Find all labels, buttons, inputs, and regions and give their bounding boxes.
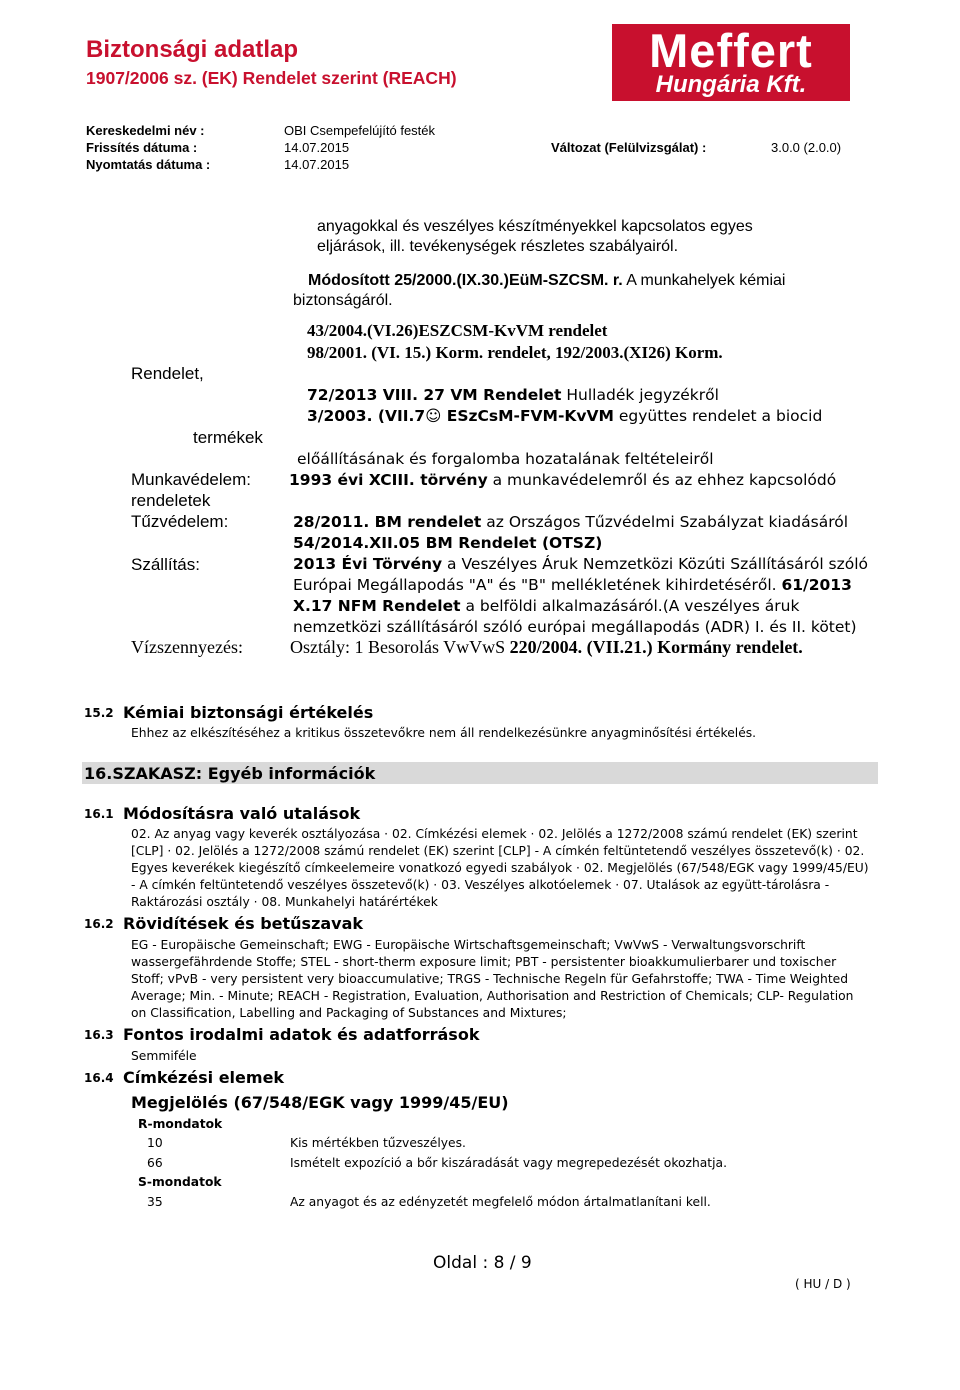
section-15-2-title: Kémiai biztonsági értékelés bbox=[123, 703, 374, 722]
reg-line-17: Osztály: 1 Besorolás VwVwS 220/2004. (VII.21.) Kormány rendelet. bbox=[290, 637, 803, 657]
page-number: Oldal : 8 / 9 bbox=[433, 1253, 532, 1273]
version-value: 3.0.0 (2.0.0) bbox=[771, 140, 842, 155]
section-16-1-title: Módosításra való utalások bbox=[123, 804, 361, 823]
reg-line-7: 72/2013 VIII. 27 VM Rendelet Hulladék jegyzékről bbox=[307, 386, 719, 404]
section-15-2-text: Ehhez az elkészítéséhez a kritikus összetevőkre nem áll rendelkezésünkre anyagminősítési értékelés. bbox=[131, 726, 757, 740]
trade-name-label: Kereskedelmi név : bbox=[86, 123, 205, 138]
r-phrase-text: Ismételt expozíció a bőr kiszáradását vagy megrepedezését okozhatja. bbox=[290, 1156, 727, 1170]
reg-line-5: 43/2004.(VI.26)ESZCSM-KvVM rendelet bbox=[307, 321, 608, 340]
reg-line-9: előállításának és forgalomba hozatalának feltételeiről bbox=[297, 450, 714, 468]
document-title: Biztonsági adatlap bbox=[86, 36, 299, 63]
label-termekek: termékek bbox=[193, 428, 263, 447]
reg-line-14: Európai Megállapodás "A" és "B" mellékletének kihirdetéséről. 61/2013 bbox=[293, 576, 852, 594]
reg-line-2: eljárások, ill. tevékenységek részletes szabályairól. bbox=[317, 238, 679, 255]
label-munkavedelem: Munkavédelem: bbox=[131, 470, 252, 489]
reg-line-6: 98/2001. (VI. 15.) Korm. rendelet, 192/2003.(XI26) Korm. bbox=[307, 343, 723, 362]
reg-line-8: 3/2003. (VII.7☺ ESzCsM-FVM-KvVM együttes rendelet a biocid bbox=[307, 407, 823, 425]
print-date-label: Nyomtatás dátuma : bbox=[86, 157, 211, 172]
section-16-2-text: EG - Europäische Gemeinschaft; EWG - Europäische Wirtschaftsgemeinschaft; VwVwS - Verwaltungsvorschrift wassergefährdende Stoffe; STEL - short-therm exposure limit; PBT - persistenter bioakkumulierbarer und toxischer Stoff; vPvB - very persistent very bioaccumulative; TRGS - Technische Regeln für Gefahrstoffe; TWA - Time Weighted Average; Min. - Minute; REACH - Registration, Evaluation, Authorisation and Restriction of Chemicals; CLP- Regulation on Classification, Labelling and Packaging of Substances and Mixtures; bbox=[131, 938, 854, 1020]
trade-name-value: OBI Csempefelújító festék bbox=[284, 123, 436, 138]
section-16-4-number: 16.4 bbox=[84, 1071, 114, 1085]
version-label: Változat (Felülvizsgálat) : bbox=[551, 140, 707, 155]
reg-line-15: X.17 NFM Rendelet a belföldi alkalmazásáról.(A veszélyes áruk bbox=[293, 597, 800, 615]
section-16-3-title: Fontos irodalmi adatok és adatforrások bbox=[123, 1025, 480, 1044]
section-16-4-title: Címkézési elemek bbox=[123, 1068, 285, 1087]
r-phrase-code: 10 bbox=[147, 1136, 163, 1150]
reg-line-16: nemzetközi szállításáról szóló európai megállapodás (ADR) I. és II. kötet) bbox=[293, 618, 857, 636]
s-phrases-label: S-mondatok bbox=[138, 1175, 222, 1189]
reg-line-13: 2013 Évi Törvény a Veszélyes Áruk Nemzetközi Közúti Szállításáról szóló bbox=[293, 555, 869, 573]
label-rendelet: Rendelet, bbox=[131, 364, 204, 383]
print-date-value: 14.07.2015 bbox=[284, 157, 350, 172]
section-16-2-number: 16.2 bbox=[84, 917, 114, 931]
s-phrase-text: Az anyagot és az edényzetét megfelelő módon ártalmatlanítani kell. bbox=[290, 1195, 711, 1209]
logo-line1: Meffert bbox=[649, 24, 813, 77]
reg-line-10: 1993 évi XCIII. törvény a munkavédelemről és az ehhez kapcsolódó bbox=[289, 471, 837, 489]
section-15-2-number: 15.2 bbox=[84, 706, 114, 720]
section-16-3-text: Semmiféle bbox=[131, 1049, 197, 1063]
reg-line-4: biztonságáról. bbox=[293, 292, 393, 309]
document-subtitle: 1907/2006 sz. (EK) Rendelet szerint (REACH) bbox=[86, 68, 457, 88]
section-16-3-number: 16.3 bbox=[84, 1028, 114, 1042]
smiley-icon: ☺ bbox=[425, 407, 442, 425]
s-phrase-code: 35 bbox=[147, 1195, 163, 1209]
section-16-2-title: Rövidítések és betűszavak bbox=[123, 914, 364, 933]
label-tuzvedelem: Tűzvédelem: bbox=[131, 512, 229, 531]
label-szallitas: Szállítás: bbox=[131, 555, 200, 574]
label-vizszennyezes: Vízszennyezés: bbox=[131, 637, 243, 657]
language-indicator: ( HU / D ) bbox=[795, 1277, 851, 1291]
section-16-1-number: 16.1 bbox=[84, 807, 114, 821]
r-phrase-text: Kis mértékben tűzveszélyes. bbox=[290, 1136, 466, 1150]
logo-line2: Hungária Kft. bbox=[655, 71, 807, 98]
company-logo bbox=[612, 24, 850, 101]
section-16-heading: 16.SZAKASZ: Egyéb információk bbox=[84, 764, 376, 783]
revision-date-value: 14.07.2015 bbox=[284, 140, 350, 155]
r-phrases-label: R-mondatok bbox=[138, 1117, 223, 1131]
section-16-4-subtitle: Megjelölés (67/548/EGK vagy 1999/45/EU) bbox=[131, 1093, 509, 1112]
reg-line-11: 28/2011. BM rendelet az Országos Tűzvédelmi Szabályzat kiadásáról bbox=[293, 513, 849, 531]
section-16-1-text: 02. Az anyag vagy keverék osztályozása · 02. Címkézési elemek · 02. Jelölés a 1272/2008 számú rendelet (EK) szerint [CLP] · 02. Jelölés a 1272/2008 számú rendelet (EK) szerint [CLP] - A címkén feltüntetendő veszélyes összetevő(k) · 02. Egyes keverékek kiegészítő címkeelemeire vonatkozó egyedi szabályok · 02. Megjelölés (67/548/EGK vagy 1999/45/EU) - A címkén feltüntetendő veszélyes összetevő(k) · 03. Veszélyes alkotóelemek · 07. Utalások az együtt-tárolásra - Raktározási osztály · 08. Munkahelyi határértékek bbox=[131, 827, 869, 909]
r-phrase-code: 66 bbox=[147, 1156, 163, 1170]
revision-date-label: Frissítés dátuma : bbox=[86, 140, 198, 155]
reg-line-12: 54/2014.XII.05 BM Rendelet (OTSZ) bbox=[293, 534, 603, 552]
reg-line-3: Módosított 25/2000.(IX.30.)EüM-SZCSM. r. A munkahelyek kémiai bbox=[308, 272, 786, 289]
reg-line-1: anyagokkal és veszélyes készítményekkel kapcsolatos egyes bbox=[317, 218, 753, 235]
label-rendeletek: rendeletek bbox=[131, 491, 211, 510]
